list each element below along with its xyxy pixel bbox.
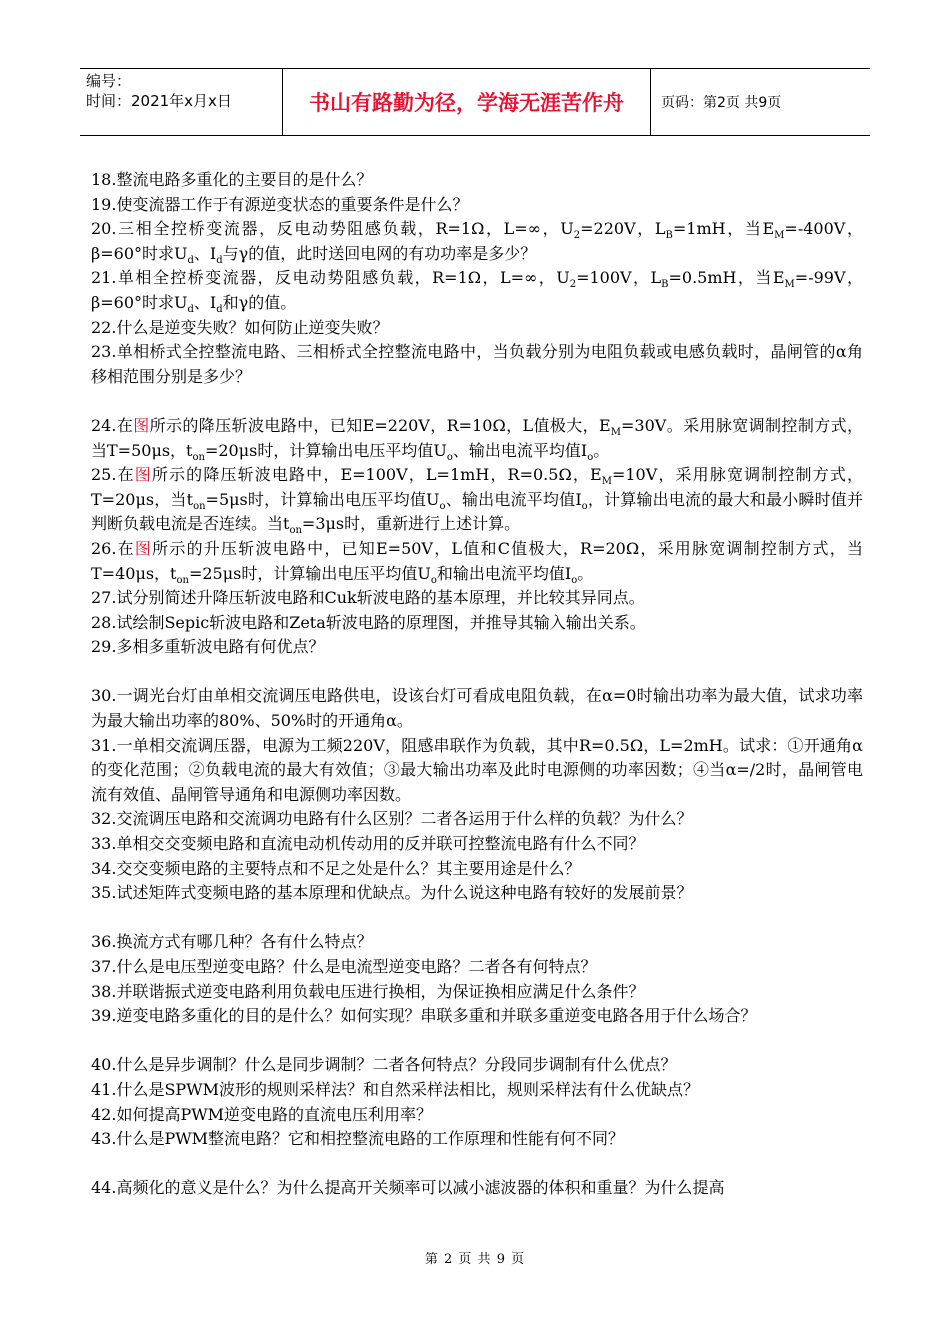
spacer bbox=[91, 389, 863, 414]
question-23: 23.单相桥式全控整流电路、三相桥式全控整流电路中，当负载分别为电阻负载或电感负载时，晶闸管的α角移相范围分别是多少？ bbox=[91, 342, 863, 386]
header-motto: 书山有路勤为径，学海无涯苦作舟 bbox=[283, 69, 651, 135]
question-29: 29.多相多重斩波电路有何优点？ bbox=[91, 637, 325, 657]
question-41: 41.什么是SPWM波形的规则采样法？和自然采样法相比，规则采样法有什么优缺点？ bbox=[91, 1079, 700, 1099]
question-24: 24.在图所示的降压斩波电路中，已知E=220V，R=10Ω，L值极大，$E_M=30V$。采用脉宽调制控制方式，当T=50μs，$t_{on}=20\mu s$时，计算输出电压平均值$U_o$、输出电流平均值$I_o$。 bbox=[91, 415, 863, 463]
question-32: 32.交流调压电路和交流调功电路有什么区别？二者各运用于什么样的负载？为什么？ bbox=[91, 809, 693, 829]
question-19: 19.使变流器工作于有源逆变状态的重要条件是什么？ bbox=[91, 194, 469, 214]
page-header bbox=[80, 68, 870, 136]
question-44: 44.高频化的意义是什么？为什么提高开关频率可以减小滤波器的体积和重量？为什么提高 bbox=[91, 1178, 725, 1198]
spacer bbox=[91, 1029, 863, 1054]
question-33: 33.单相交交变频电路和直流电动机传动用的反并联可控整流电路有什么不同？ bbox=[91, 834, 645, 854]
question-42: 42.如何提高PWM逆变电路的直流电压利用率？ bbox=[91, 1104, 433, 1124]
number-label: 编号： bbox=[86, 72, 132, 90]
question-25: 25.在图所示的降压斩波电路中，E=100V，L=1mH，R=0.5Ω，$E_M=10V$，采用脉宽调制控制方式，T=20μs，当$t_{on}=5\mu s$时，计算输出电压平均值$U_o$、输出电流平均值$I_o$，计算输出电流的最大和最小瞬时值并判断负载电流是否连续。当$t_{on}=3\mu s$时，重新进行上述计算。 bbox=[91, 465, 863, 537]
question-26: 26.在图所示的升压斩波电路中，已知E=50V，L值和C值极大，R=20Ω，采用脉宽调制控制方式，当T=40μs，$t_{on}=25\mu s$时，计算输出电压平均值$U_o$和输出电流平均值$I_o$。 bbox=[91, 538, 863, 586]
question-40: 40.什么是异步调制？什么是同步调制？二者各何特点？分段同步调制有什么优点？ bbox=[91, 1055, 677, 1075]
spacer bbox=[91, 660, 863, 685]
date-label: 时间：2021年x月x日 bbox=[86, 92, 232, 110]
question-18: 18.整流电路多重化的主要目的是什么？ bbox=[91, 170, 373, 189]
figure-ref: 图 bbox=[134, 465, 152, 485]
question-28: 28.试绘制Sepic斩波电路和Zeta斩波电路的原理图，并推导其输入输出关系。 bbox=[91, 612, 646, 632]
question-39: 39.逆变电路多重化的目的是什么？如何实现？串联多重和并联多重逆变电路各用于什么场合？ bbox=[91, 1006, 757, 1026]
spacer bbox=[91, 906, 863, 931]
spacer bbox=[91, 1152, 863, 1177]
question-35: 35.试述矩阵式变频电路的基本原理和优缺点。为什么说这种电路有较好的发展前景？ bbox=[91, 883, 693, 903]
figure-ref: 图 bbox=[134, 538, 153, 558]
figure-ref: 图 bbox=[133, 415, 150, 435]
question-21: 21.单相全控桥变流器，反电动势阻感负载，R=1Ω，L=∞，$U_2=100V$，$L_B=0.5mH$，当$E_M=-99V$，β=60°时求$U_d$、$I_d$和γ的值。 bbox=[91, 268, 863, 316]
question-37: 37.什么是电压型逆变电路？什么是电流型逆变电路？二者各有何特点？ bbox=[91, 957, 597, 976]
question-31: 31.一单相交流调压器，电源为工频220V，阻感串联作为负载，其中R=0.5Ω，L=2mH。试求：①开通角α的变化范围；②负载电流的最大有效值；③最大输出功率及此时电源侧的功率因数；④当α=/2时，晶闸管电流有效值、晶闸管导通角和电源侧功率因数。 bbox=[91, 735, 863, 804]
question-22: 22.什么是逆变失败？如何防止逆变失败？ bbox=[91, 317, 389, 337]
header-meta bbox=[80, 69, 283, 135]
question-27: 27.试分别简述升降压斩波电路和Cuk斩波电路的基本原理，并比较其异同点。 bbox=[91, 588, 645, 608]
header-page-info: 页码：第2页 共9页 bbox=[661, 95, 782, 111]
question-30: 30.一调光台灯由单相交流调压电路供电，设该台灯可看成电阻负载，在α=0时输出功率为最大值，试求功率为最大输出功率的80%、50%时的开通角α。 bbox=[91, 686, 863, 731]
question-36: 36.换流方式有哪几种？各有什么特点？ bbox=[91, 932, 373, 952]
page-footer: 第 2 页 共 9 页 bbox=[424, 1252, 526, 1267]
question-38: 38.并联谐振式逆变电路利用负载电压进行换相，为保证换相应满足什么条件？ bbox=[91, 981, 645, 1001]
question-list bbox=[91, 168, 863, 1201]
question-20: 20.三相全控桥变流器，反电动势阻感负载，R=1Ω，L=∞，$U_2=220V$，$L_B=1mH$，当$E_M=-400V$，β=60°时求$U_d$、$I_d$与γ的值，此时送回电网的有功功率是多少？ bbox=[91, 219, 863, 266]
question-34: 34.交交变频电路的主要特点和不足之处是什么？其主要用途是什么？ bbox=[91, 858, 581, 878]
question-43: 43.什么是PWM整流电路？它和相控整流电路的工作原理和性能有何不同？ bbox=[91, 1129, 625, 1149]
